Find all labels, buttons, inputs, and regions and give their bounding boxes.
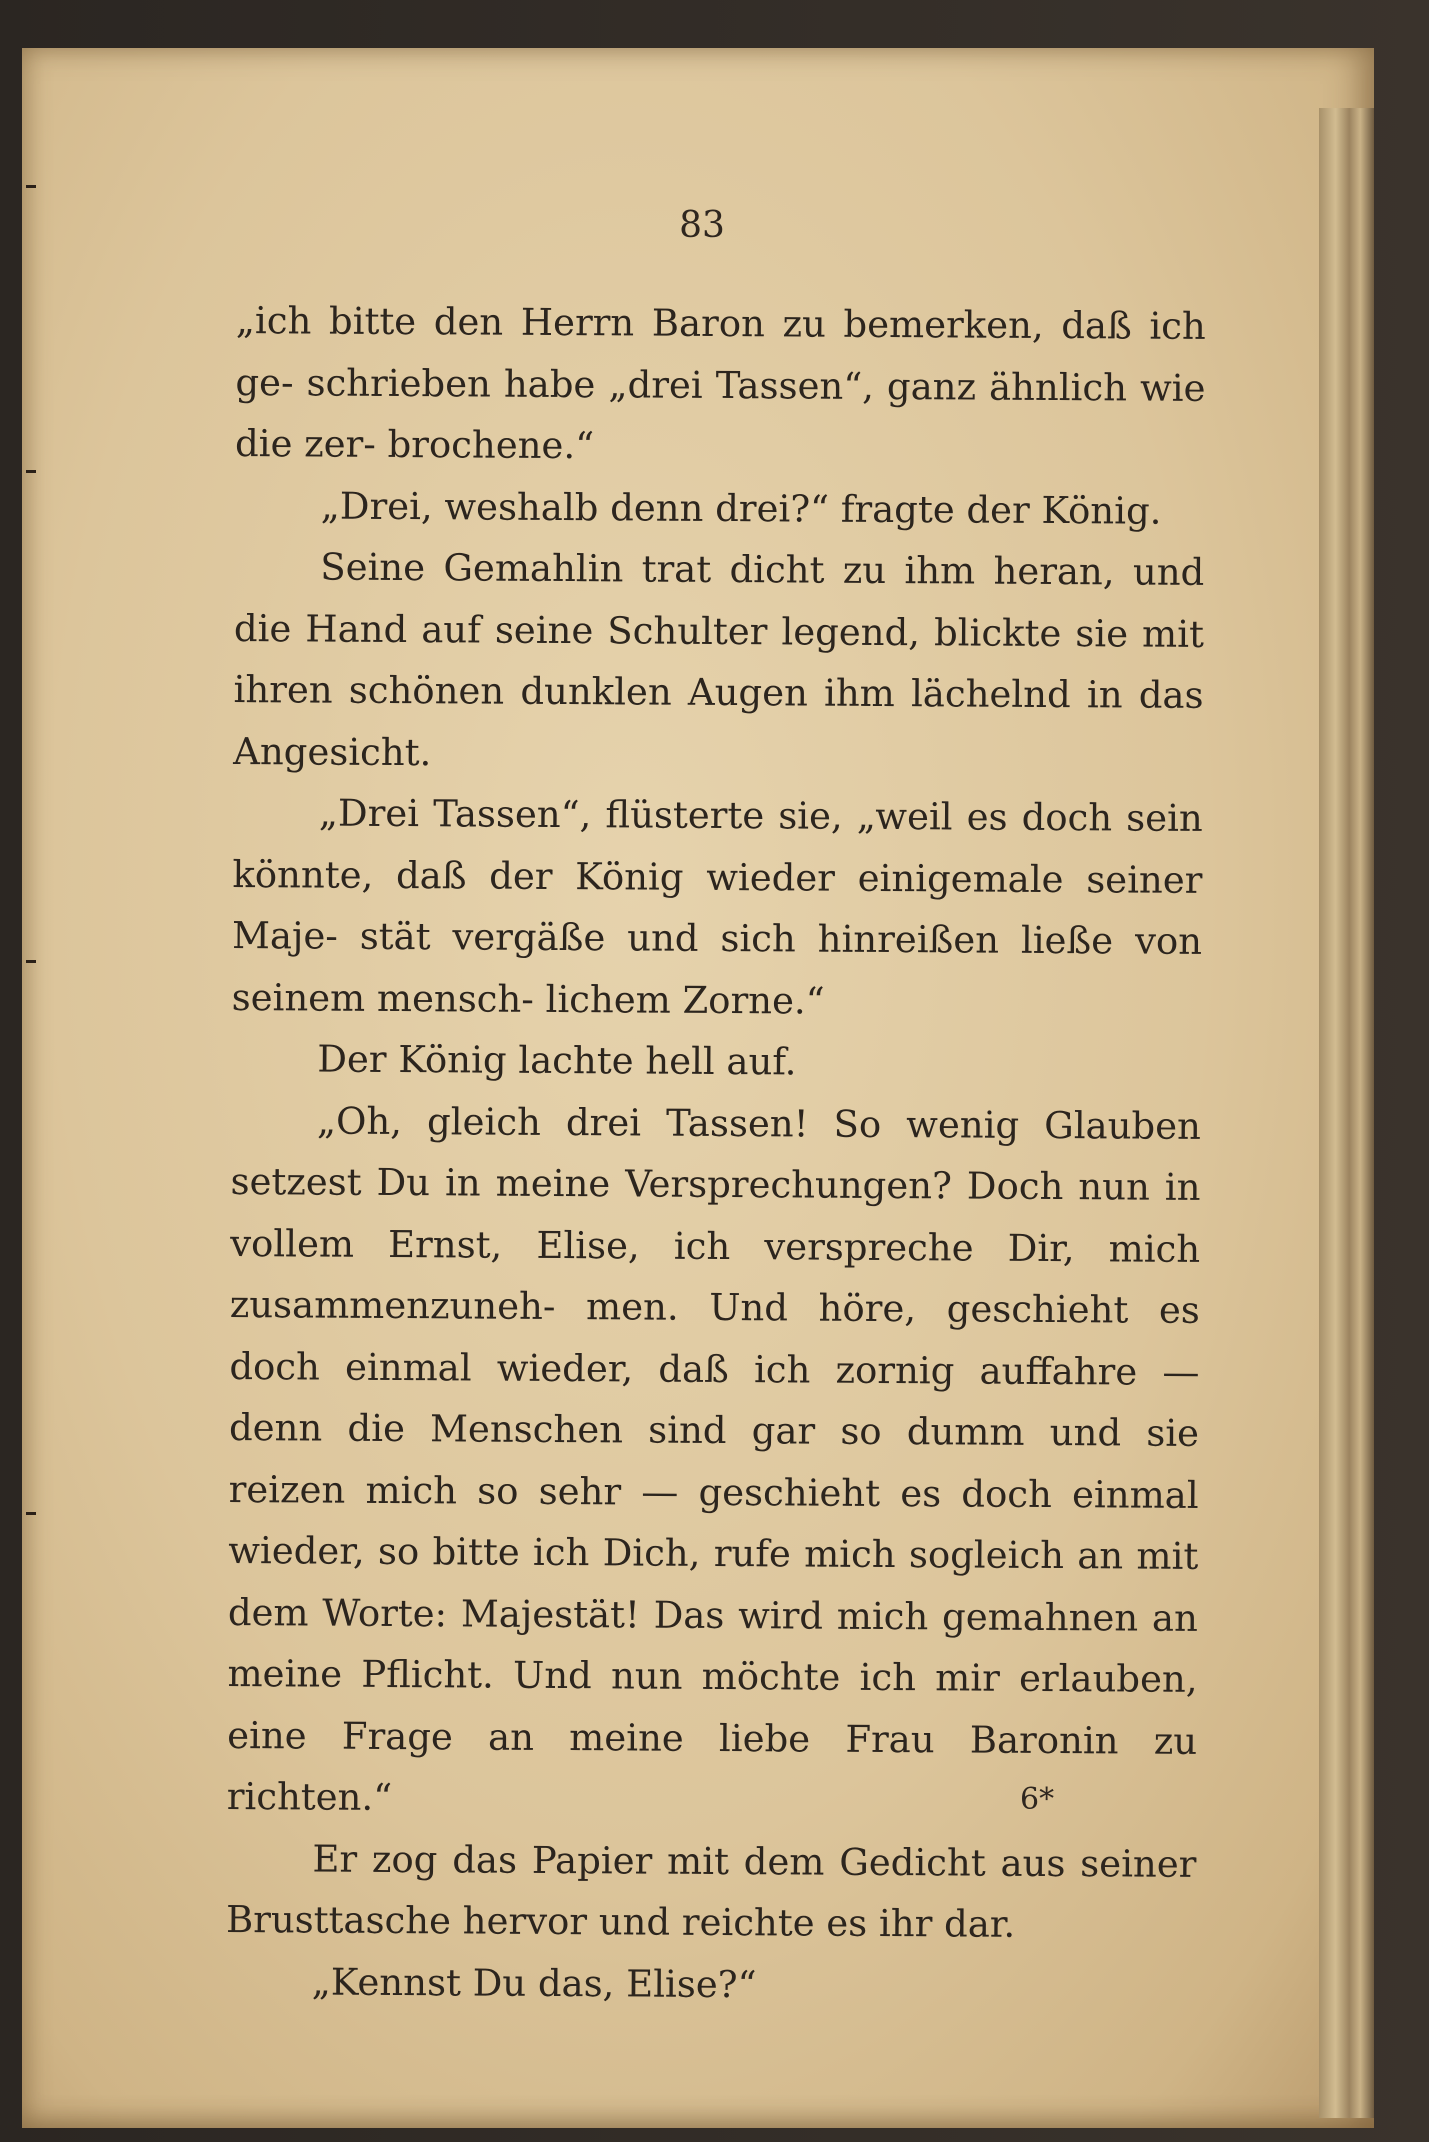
signature-mark: 6*	[1020, 1782, 1055, 1817]
paragraph: „Kennst Du das, Elise?“	[311, 1959, 757, 2006]
paragraph: „Oh, gleich drei Tassen! So wenig Glauben setzest Du in meine Versprechungen? Doch nun in vollem Ernst, Elise, ich verspreche Dir, mich zusammenzuneh- men. Und höre, geschieht es doch einmal wieder, daß ich zornig auffahre — denn die Menschen sind gar so dumm und sie reizen mich so sehr — geschieht es doch einmal wieder, so bitte ich Dich, rufe mich sogleich an mit dem Worte: Majestät! Das wird mich gemahnen an meine Pflicht. Und nun möchte ich mir erlauben, eine Frage an meine liebe Frau Baronin zu richten.“	[226, 1099, 1202, 1819]
paragraph: Der König lachte hell auf.	[317, 1037, 797, 1084]
paragraph: Seine Gemahlin trat dicht zu ihm heran, und die Hand auf seine Schulter legend, blickte sie mit ihren schönen dunklen Augen ihm lächelnd in das Angesicht.	[233, 545, 1205, 774]
paragraph: Er zog das Papier mit dem Gedicht aus seiner Brusttasche hervor und reichte es ihr dar.	[225, 1836, 1197, 1946]
body-text	[225, 290, 1206, 2018]
paragraph: „ich bitte den Herrn Baron zu bemerken, daß ich ge- schrieben habe „drei Tassen“, ganz ähnlich wie die zer- brochene.“	[234, 298, 1206, 468]
paragraph: „Drei Tassen“, flüsterte sie, „weil es doch sein könnte, daß der König wieder einigemale seiner Maje- stät vergäße und sich hinreißen ließe von seinem mensch- lichem Zorne.“	[231, 791, 1203, 1023]
page-number: 83	[679, 205, 725, 246]
paragraph: „Drei, weshalb denn drei?“ fragte der König.	[320, 484, 1162, 533]
page-edges	[1319, 108, 1374, 2118]
